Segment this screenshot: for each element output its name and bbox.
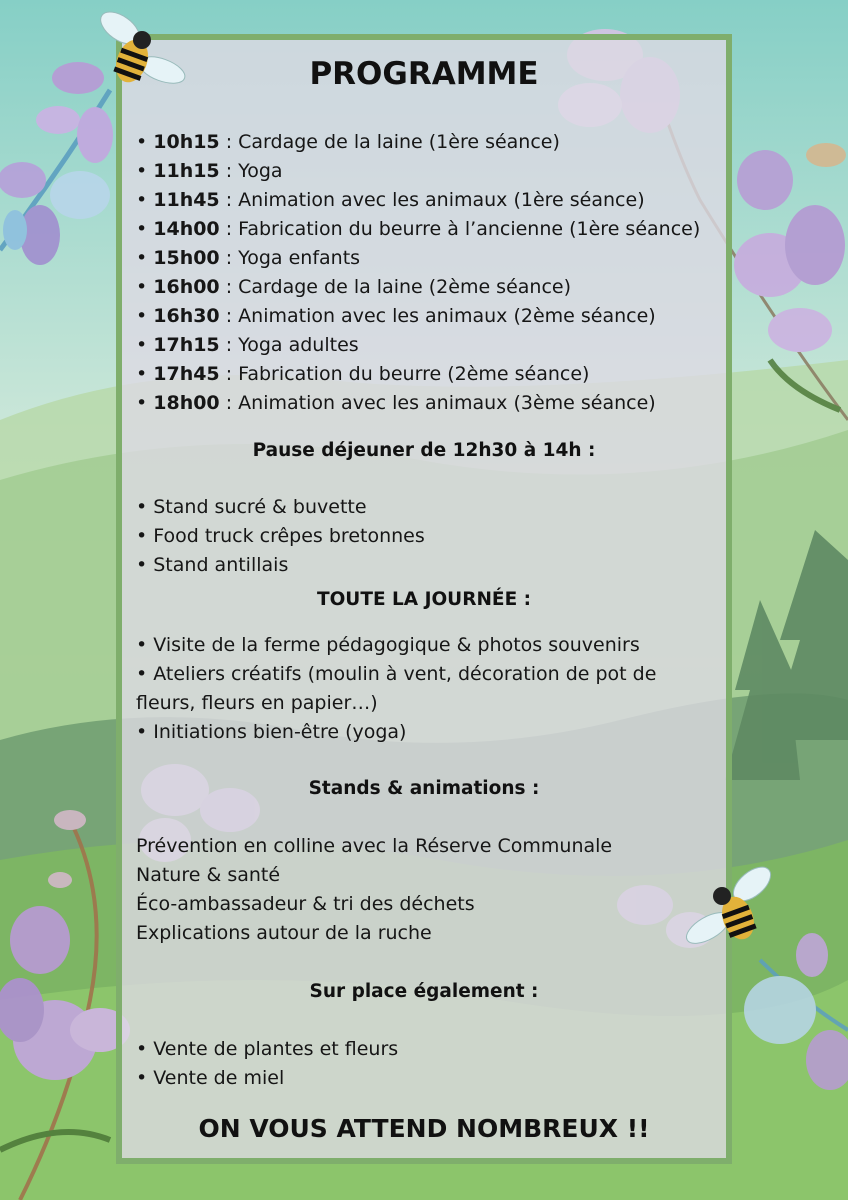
schedule-time: 16h00 [153,276,220,298]
stands-list [136,832,612,948]
schedule-activity: : Animation avec les animaux (1ère séance) [219,189,645,211]
bullet: • [136,218,154,240]
bullet: • [136,1038,154,1060]
schedule-activity: : Fabrication du beurre (2ème séance) [219,363,590,385]
schedule-time: 16h30 [153,305,220,327]
closing-message: ON VOUS ATTEND NOMBREUX !! [198,1114,650,1143]
schedule-activity: : Yoga [219,160,283,182]
schedule-item [136,302,700,331]
bullet: • [136,525,154,547]
on-site-heading: Sur place également : [309,981,539,1002]
bullet: • [136,721,154,743]
schedule-time: 11h45 [153,189,220,211]
schedule-activity: : Yoga adultes [219,334,359,356]
bullet: • [136,247,154,269]
all-day-list [136,631,696,747]
on-site-list [136,1035,398,1093]
lunch-heading: Pause déjeuner de 12h30 à 14h : [252,440,596,461]
schedule-activity: : Yoga enfants [219,247,361,269]
page-title: PROGRAMME [309,56,539,92]
list-item-text: Vente de plantes et fleurs [153,1038,399,1060]
bullet: • [136,363,154,385]
schedule-activity: : Animation avec les animaux (2ème séance) [219,305,656,327]
bullet: • [136,1067,154,1089]
list-item-text: Stand antillais [153,554,289,576]
list-item-text: Vente de miel [153,1067,285,1089]
list-item [136,1064,398,1093]
list-item-text: Visite de la ferme pédagogique & photos souvenirs [153,634,640,656]
schedule-activity: : Fabrication du beurre à l’ancienne (1ère séance) [219,218,701,240]
list-item [136,551,425,580]
schedule-time: 17h45 [153,363,220,385]
schedule-time: 11h15 [153,160,220,182]
schedule-time: 17h15 [153,334,220,356]
bullet: • [136,131,154,153]
schedule-list [136,128,700,418]
list-item-text: Food truck crêpes bretonnes [153,525,425,547]
list-item-text: Ateliers créatifs (moulin à vent, décoration de pot de fleurs, fleurs en papier…) [136,663,657,714]
schedule-time: 14h00 [153,218,220,240]
list-item: Éco-ambassadeur & tri des déchets [136,893,475,915]
schedule-item [136,360,700,389]
bullet: • [136,276,154,298]
bullet: • [136,663,154,685]
schedule-item [136,331,700,360]
bullet: • [136,496,154,518]
programme-content [116,34,732,1164]
schedule-activity: : Cardage de la laine (1ère séance) [219,131,560,153]
bullet: • [136,334,154,356]
all-day-heading: TOUTE LA JOURNÉE : [316,589,532,610]
list-item [136,1035,398,1064]
schedule-activity: : Cardage de la laine (2ème séance) [219,276,572,298]
list-item [136,493,425,522]
schedule-item [136,186,700,215]
schedule-item [136,157,700,186]
list-item: Nature & santé [136,864,281,886]
bullet: • [136,305,154,327]
bullet: • [136,554,154,576]
list-item [136,522,425,551]
bullet: • [136,189,154,211]
lunch-list [136,493,425,580]
list-item: Explications autour de la ruche [136,922,432,944]
list-item-text: Initiations bien-être (yoga) [153,721,407,743]
schedule-time: 10h15 [153,131,220,153]
bullet: • [136,160,154,182]
schedule-item [136,128,700,157]
schedule-activity: : Animation avec les animaux (3ème séance) [219,392,656,414]
schedule-time: 15h00 [153,247,220,269]
schedule-item [136,215,700,244]
schedule-time: 18h00 [153,392,220,414]
list-item: Prévention en colline avec la Réserve Communale [136,835,613,857]
bee-icon [92,6,192,96]
schedule-item [136,273,700,302]
list-item [136,631,696,660]
list-item [136,718,696,747]
schedule-item [136,389,700,418]
list-item-text: Stand sucré & buvette [153,496,367,518]
bullet: • [136,634,154,656]
stands-heading: Stands & animations : [308,778,540,799]
list-item [136,660,696,718]
bullet: • [136,392,154,414]
bee-icon [682,862,782,952]
schedule-item [136,244,700,273]
